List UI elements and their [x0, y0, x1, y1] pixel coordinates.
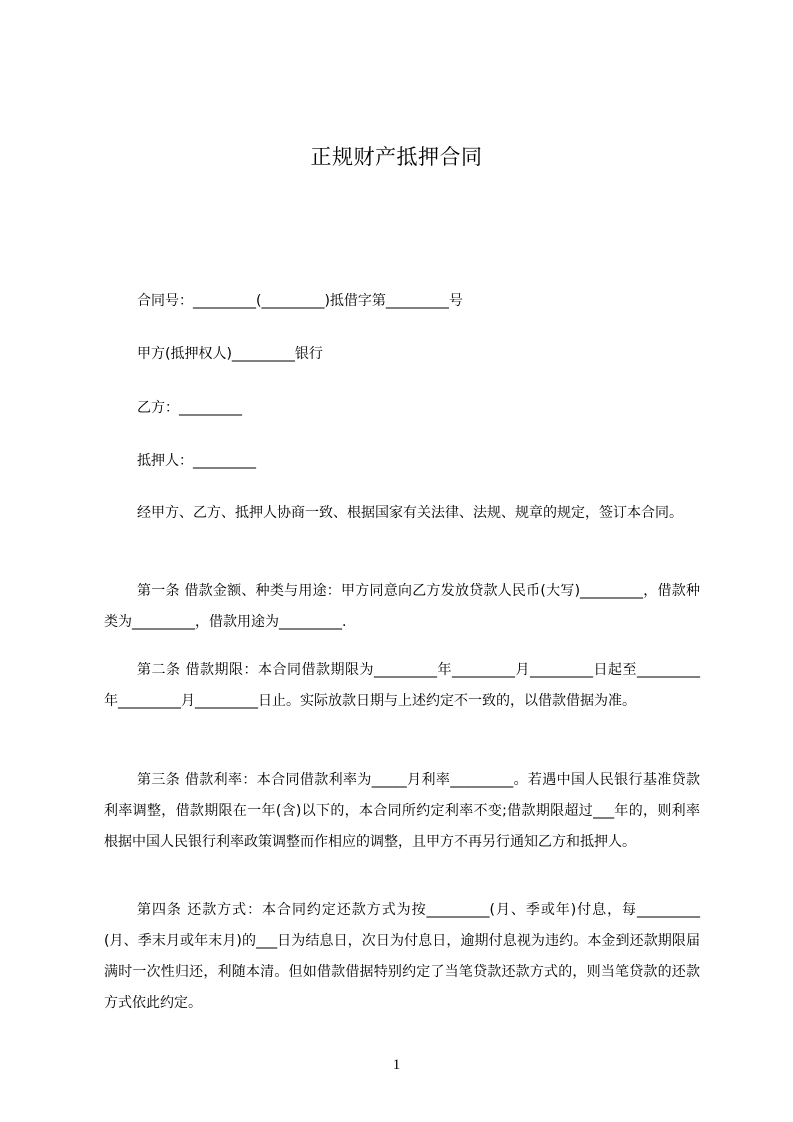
mortgagor-line: 抵押人：_________	[137, 453, 256, 469]
contract-number-line: 合同号：_________(_________)抵借字第_________号	[137, 293, 463, 309]
party-a-line: 甲方(抵押权人)_________银行	[137, 346, 323, 362]
document-title: 正规财产抵押合同	[310, 145, 483, 169]
article-4: 第四条 还款方式：本合同约定还款方式为按_________(月、季或年)付息，每_________(月、季末月或年末月)的___日为结息日，次日为付息日，逾期付息视为违约。本金到还款期限届满时一次性归还，利随本清。但如借款借据特别约定了当笔贷款还款方式的，则当笔贷款的还款方式依此约定。	[104, 902, 700, 1011]
article-1: 第一条 借款金额、种类与用途：甲方同意向乙方发放贷款人民币(大写)_________，借款种类为_________，借款用途为_________.	[104, 583, 700, 630]
page-number: 1	[392, 1057, 401, 1073]
article-2: 第二条 借款期限：本合同借款期限为_________年_________月_________日起至_________年_________月_________日止。实际放款日期与上述约定不一致的，以借款借据为准。	[104, 662, 700, 709]
intro-paragraph: 经甲方、乙方、抵押人协商一致、根据国家有关法律、法规、规章的规定，签订本合同。	[137, 505, 683, 521]
party-b-line: 乙方：_________	[137, 400, 242, 416]
article-3: 第三条 借款利率：本合同借款利率为_____月利率_________。若遇中国人民银行基准贷款利率调整，借款期限在一年(含)以下的，本合同所约定利率不变;借款期限超过___年的，则利率根据中国人民银行利率政策调整而作相应的调整，且甲方不再另行通知乙方和抵押人。	[104, 772, 700, 850]
